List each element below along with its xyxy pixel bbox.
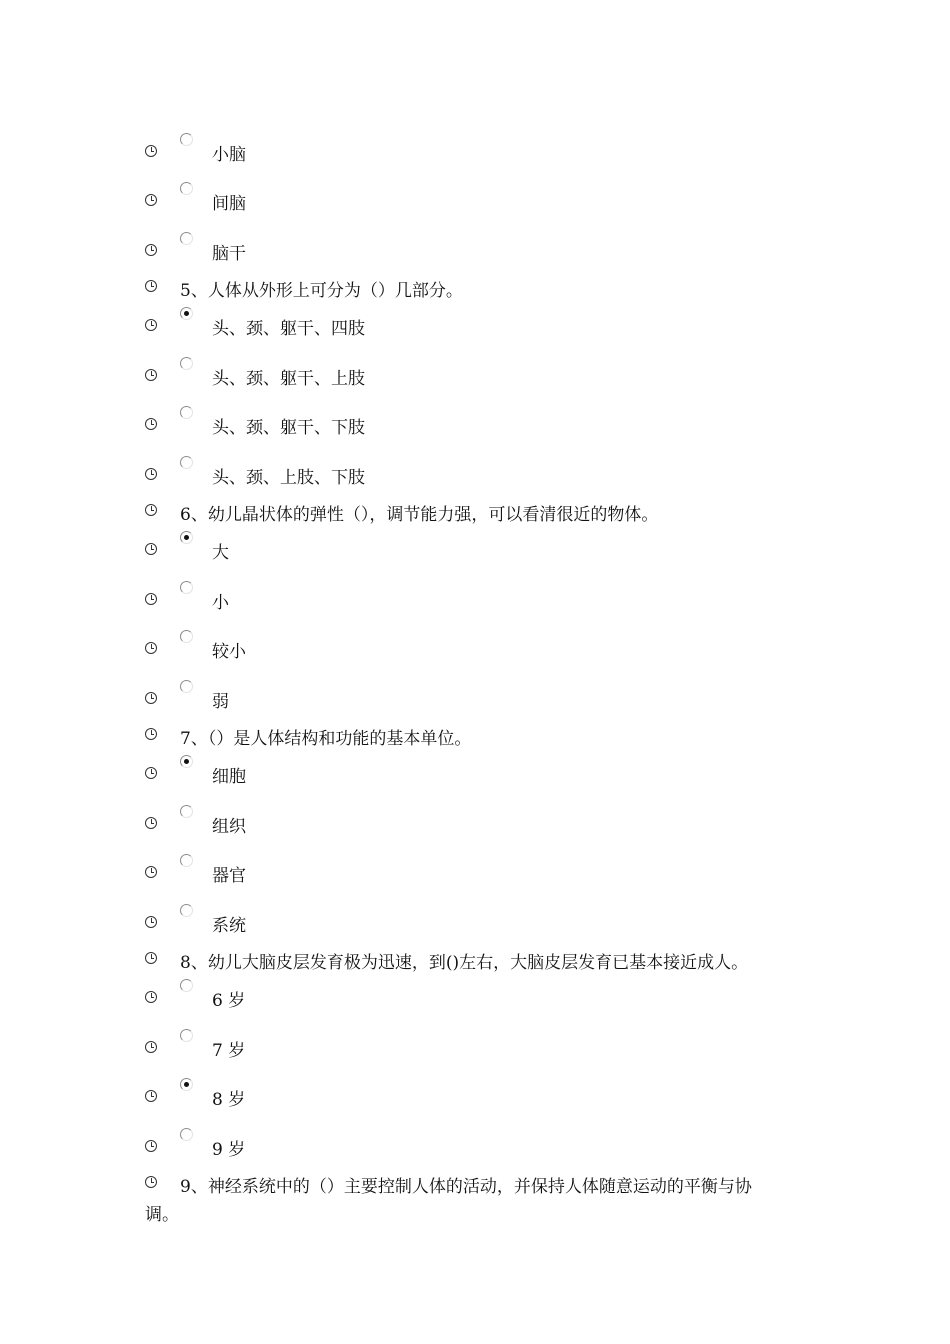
clock-icon [145,504,157,516]
question-text-continued: 调。 [145,1205,179,1225]
question-text: 9、神经系统中的（）主要控制人体的活动，并保持人体随意运动的平衡与协 [180,1177,752,1197]
clock-icon [145,767,157,779]
option-row[interactable] [0,977,950,1017]
radio-button[interactable] [180,1128,193,1141]
clock-icon [145,991,157,1003]
clock-icon [145,642,157,654]
radio-button[interactable] [180,133,193,146]
clock-icon [145,468,157,480]
clock-icon [145,1140,157,1152]
question-text: 5、人体从外形上可分为（）几部分。 [180,281,463,301]
option-label: 脑干 [212,244,246,264]
clock-icon [145,728,157,740]
radio-button[interactable] [180,406,193,419]
clock-icon [145,280,157,292]
clock-icon [145,244,157,256]
option-label: 头、颈、躯干、四肢 [212,319,365,339]
option-label: 弱 [212,692,229,713]
clock-icon [145,916,157,928]
clock-icon [145,817,157,829]
option-label: 头、颈、躯干、上肢 [212,368,365,389]
option-row[interactable] [0,355,950,395]
option-row[interactable] [0,404,950,444]
option-label: 器官 [212,866,246,887]
radio-button[interactable] [180,680,193,693]
radio-checked[interactable] [180,1078,193,1091]
option-row[interactable] [0,131,950,171]
clock-icon [145,692,157,704]
radio-button[interactable] [180,805,193,818]
option-label: 头、颈、躯干、下肢 [212,418,365,439]
option-row[interactable] [0,1027,950,1067]
option-row[interactable] [0,305,950,345]
option-label: 小脑 [212,145,246,165]
option-label: 较小 [212,642,246,663]
clock-icon [145,1090,157,1102]
clock-icon [145,593,157,605]
clock-icon [145,194,157,206]
radio-checked[interactable] [180,307,193,320]
clock-icon [145,319,157,331]
option-row[interactable] [0,852,950,892]
option-row[interactable] [0,628,950,668]
clock-icon [145,418,157,430]
option-row[interactable] [0,230,950,270]
option-label: 9 岁 [212,1140,246,1161]
radio-button[interactable] [180,456,193,469]
option-label: 间脑 [212,194,246,214]
radio-button[interactable] [180,979,193,992]
radio-button[interactable] [180,581,193,594]
clock-icon [145,952,157,964]
option-label: 小 [212,592,229,613]
option-row[interactable] [0,529,950,569]
question-text: 8、幼儿大脑皮层发育极为迅速，到()左右，大脑皮层发育已基本接近成人。 [180,953,749,973]
clock-icon [145,866,157,878]
option-label: 6 岁 [212,991,246,1011]
question-row [0,1170,950,1210]
clock-icon [145,369,157,381]
radio-checked[interactable] [180,531,193,544]
radio-button[interactable] [180,630,193,643]
option-row[interactable] [0,454,950,494]
option-label: 细胞 [212,767,246,787]
radio-button[interactable] [180,232,193,245]
option-row[interactable] [0,678,950,718]
radio-button[interactable] [180,854,193,867]
clock-icon [145,1176,157,1188]
radio-button[interactable] [180,904,193,917]
option-label: 7 岁 [212,1040,246,1061]
option-label: 大 [212,543,229,563]
option-row[interactable] [0,1126,950,1166]
radio-button[interactable] [180,1029,193,1042]
option-row[interactable] [0,1076,950,1116]
radio-checked[interactable] [180,755,193,768]
radio-button[interactable] [180,182,193,195]
clock-icon [145,543,157,555]
clock-icon [145,145,157,157]
option-row[interactable] [0,753,950,793]
question-text: 7、（）是人体结构和功能的基本单位。 [180,729,472,749]
option-row[interactable] [0,902,950,942]
question-text: 6、幼儿晶状体的弹性（），调节能力强，可以看清很近的物体。 [180,505,659,525]
option-label: 组织 [212,816,246,837]
option-label: 头、颈、上肢、下肢 [212,468,365,489]
option-row[interactable] [0,579,950,619]
option-row[interactable] [0,180,950,220]
option-label: 系统 [212,916,246,937]
option-row[interactable] [0,803,950,843]
radio-button[interactable] [180,357,193,370]
option-label: 8 岁 [212,1090,246,1111]
clock-icon [145,1041,157,1053]
